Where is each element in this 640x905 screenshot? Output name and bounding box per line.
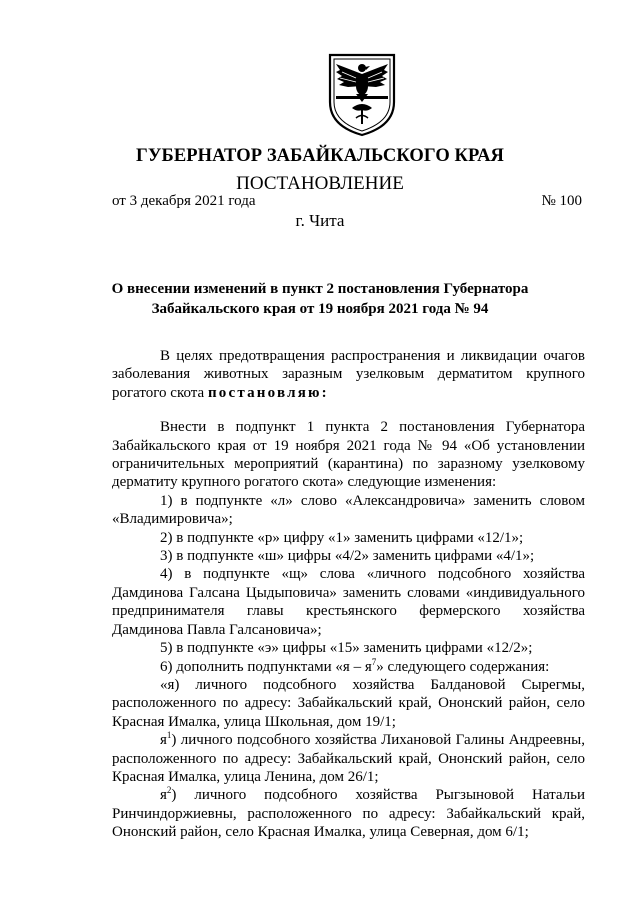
subject-line-2: Забайкальского края от 19 ноября 2021 года № 94 — [151, 301, 489, 317]
intro-paragraph: Внести в подпункт 1 пункта 2 постановления Губернатора Забайкальского края от 19 ноября 2021 года № 94 «Об установлении ограничительных мероприятий (карантина) по заразному узелковому дерматиту крупного рогатого скота» следующие изменения: — [112, 419, 585, 491]
document-subject — [110, 279, 530, 319]
list-item-2: 2) в подпункте «р» цифру «1» заменить цифрами «12/1»; — [160, 529, 524, 546]
document-city: г. Чита — [295, 211, 345, 230]
document-body — [112, 347, 585, 842]
document-number: № 100 — [541, 193, 582, 209]
document-date: от 3 декабря 2021 года — [112, 193, 256, 209]
authority-heading: ГУБЕРНАТОР ЗАБАЙКАЛЬСКОГО КРАЯ — [135, 146, 505, 166]
subject-line-1: О внесении изменений в пункт 2 постановления Губернатора — [111, 281, 529, 297]
preamble-text: В целях предотвращения распространения и ликвидации очагов заболевания животных заразным узелковым дерматитом крупного рогатого скота — [112, 348, 585, 401]
preamble-paragraph — [112, 347, 585, 402]
list-item-6: 6) дополнить подпунктами «я – $я^7$» следующего содержания: — [160, 656, 550, 675]
document-type-title: ПОСТАНОВЛЕНИЕ — [236, 173, 404, 194]
subitem-ya: «я) личного подсобного хозяйства Балдановой Сырегмы, расположенного по адресу: Забайкальский край, Ононский район, село Красная Ималка, улица Школьная, дом 19/1; — [112, 676, 585, 730]
list-item-3: 3) в подпункте «ш» цифры «4/2» заменить цифрами «4/1»; — [160, 548, 535, 565]
subitem-ya1: $я^1$) личного подсобного хозяйства Лихановой Галины Андреевны, расположенного по адресу: Забайкальский край, Ононский район, село Красная Ималка, улица Ленина, дом 26/1; — [112, 730, 585, 785]
subitem-ya2: $я^2$) личного подсобного хозяйства Рыгзыновой Натальи Ринчиндоржиевны, расположенного по адресу: Забайкальский край, Ононский район, село Красная Ималка, улица Северная, дом 6/1; — [112, 785, 585, 841]
preamble-decree-word: постановляю: — [207, 384, 329, 401]
list-item-4: 4) в подпункте «щ» слова «личного подсобного хозяйства Дамдинова Галсана Цыдыповича» заменить словами «индивидуального предпринимателя главы крестьянского фермерского хозяйства Дамдинова Павла Галсановича»; — [112, 566, 585, 638]
list-item-5: 5) в подпункте «э» цифры «15» заменить цифрами «12/2»; — [160, 640, 533, 657]
coat-of-arms-emblem — [326, 52, 398, 137]
list-item-1: 1) в подпункте «л» слово «Александровича» заменить словом «Владимировича»; — [112, 492, 585, 528]
